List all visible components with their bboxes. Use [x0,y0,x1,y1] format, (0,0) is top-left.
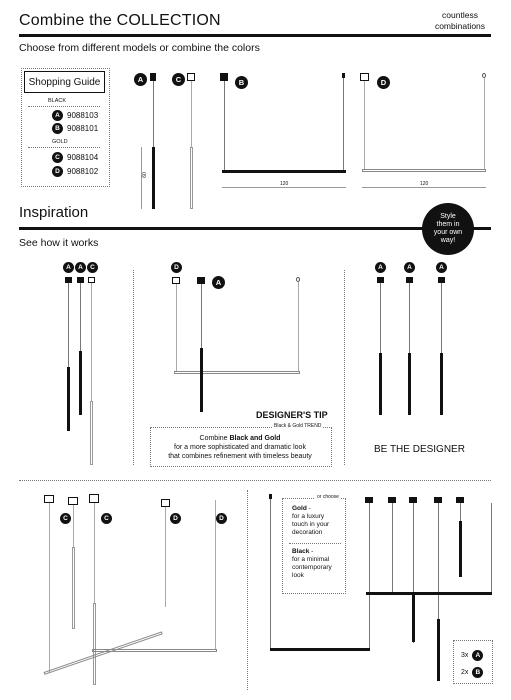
insp3-badge-a: A [375,262,386,273]
bl-canopy [44,495,54,503]
bubble-line-3: your own [433,229,463,236]
insp2-cable [176,284,177,372]
page-title: Combine the COLLECTION [19,12,221,29]
black-line-2: contemporary [292,564,332,571]
bubble-line-1: Style [440,213,456,220]
br-bar [366,592,492,595]
gold-desc [292,505,329,537]
br-cable [460,503,461,521]
tip-line-1 [150,434,330,443]
badge-c: C [52,152,63,163]
model-d-cable-right [484,78,485,170]
code-c: 9088104 [67,153,99,162]
bl-tube [72,547,75,629]
insp1-tube [67,367,70,431]
insp2-badge-a: A [212,276,225,289]
tip-line-1-bold: Black and Gold [229,435,281,442]
model-a-canopy [150,73,156,81]
insp1-cable [68,283,69,367]
count-b-label: 2x [461,669,469,676]
gold-line-2: touch in your [292,521,330,528]
bl-badge-c: C [101,513,112,524]
count-a [461,650,483,661]
br-tube [459,521,462,577]
tagline-line-2: combinations [434,21,486,31]
model-a-cable [153,81,154,147]
model-d-badge: D [377,76,390,89]
separator [344,270,345,465]
insp1-tube [90,401,93,465]
divider [28,106,100,107]
count-a-badge: A [472,650,483,661]
bl-badge-c: C [60,513,71,524]
model-a-dim: 60 [141,172,148,178]
insp3-cable [380,283,381,353]
insp3-badge-a: A [404,262,415,273]
gold-label: GOLD [52,139,68,145]
insp3-tube [408,353,411,415]
black-title: Black [292,548,310,555]
bl-cable [73,505,74,547]
br-tube [437,619,440,681]
bl-cable [165,507,166,607]
section-separator [19,480,491,481]
bl-cable [94,503,95,603]
tip-text [150,434,330,461]
insp2-cable [298,282,299,372]
bl-canopy [161,499,170,507]
insp2-badge-d: D [171,262,182,273]
inspiration-subtitle: See how it works [19,237,99,249]
guide-item-a [52,110,98,121]
model-c-tube [190,147,193,209]
bubble-line-4: way! [440,237,456,244]
badge-a: A [52,110,63,121]
bl-canopy [89,494,99,503]
tip-line-3: that combines refinement with timeless beauty [168,453,312,460]
black-label: BLACK [48,98,67,104]
inspiration-rule [19,227,491,230]
bl-bar [44,631,163,675]
model-c-cable [191,81,192,147]
model-d-dim: 120 [420,181,429,187]
insp3-cable [409,283,410,353]
badge-b: B [52,123,63,134]
model-d-canopy [360,73,369,81]
bl-cable [49,503,50,673]
insp1-cable [91,283,92,401]
insp3-tube [379,353,382,415]
insp2-canopy [172,277,180,284]
br-cable [392,503,393,593]
count-b [461,667,483,678]
guide-item-b [52,123,98,134]
gold-dash: - [306,505,311,512]
black-dash: - [309,548,314,555]
br-bar [270,648,370,651]
insp3-cable [441,283,442,353]
style-bubble [422,203,474,255]
bl-badge-d: D [216,513,227,524]
insp3-badge-a: A [436,262,447,273]
br-cable [491,503,492,593]
model-a-badge: A [134,73,147,86]
tip-line-1-pre: Combine [199,435,230,442]
shopping-guide-title: Shopping Guide [24,71,105,93]
inspiration-title: Inspiration [19,204,89,221]
model-a-tube [152,147,155,209]
insp3-tube [440,353,443,415]
code-d: 9088102 [67,167,99,176]
guide-item-d [52,166,98,177]
badge-d: D [52,166,63,177]
black-line-1: for a minimal [292,556,330,563]
page-subtitle: Choose from different models or combine the colors [19,42,260,54]
be-designer: BE THE DESIGNER [374,444,465,455]
tagline [420,10,500,32]
gold-title: Gold [292,505,307,512]
model-b-dim-line [222,187,346,188]
tip-trend: Black & Gold TREND [274,423,322,429]
separator [133,270,134,465]
insp1-cable [80,283,81,351]
gold-line-3: decoration [292,529,323,536]
model-c-canopy [187,73,195,81]
model-b-cable-left [224,81,225,170]
tip-heading: DESIGNER'S TIP [256,410,328,420]
bl-cable [215,500,216,650]
br-cable [369,503,370,649]
insp2-tube [200,348,203,412]
count-b-badge: B [472,667,483,678]
insp1-badge-a: A [63,262,74,273]
or-choose: or choose [317,494,339,500]
code-a: 9088103 [67,111,99,120]
insp2-cable [201,284,202,348]
count-a-label: 3x [461,652,469,659]
model-b-bar [222,170,346,173]
header-rule [19,34,491,37]
divider [289,543,341,544]
model-d-cable-left [364,81,365,170]
bl-tube [93,603,96,685]
model-b-cable-right [343,78,344,170]
insp2-bar [174,371,300,374]
model-a-dim-line [141,147,142,209]
model-d-bar [362,169,486,172]
bubble-line-2: them in [436,221,460,228]
gold-line-1: for a luxury [292,513,325,520]
insp1-badge-a: A [75,262,86,273]
bl-badge-d: D [170,513,181,524]
guide-item-c [52,152,98,163]
model-d-dim-line [362,187,486,188]
br-tube [412,592,415,642]
tagline-line-1: countless [442,10,478,20]
bl-bar [92,649,217,652]
model-c-badge: C [172,73,185,86]
divider [28,147,100,148]
black-line-3: look [292,572,304,579]
insp1-badge-c: C [87,262,98,273]
model-b-dim: 120 [280,181,289,187]
separator [247,490,248,690]
black-desc [292,548,332,580]
insp2-canopy [197,277,205,284]
tip-line-2: for a more sophisticated and dramatic look [174,444,306,451]
bl-canopy [68,497,78,505]
model-b-canopy [220,73,228,81]
code-b: 9088101 [67,124,99,133]
model-b-badge: B [235,76,248,89]
br-cable [438,503,439,619]
insp1-tube [79,351,82,415]
br-cable [270,499,271,649]
